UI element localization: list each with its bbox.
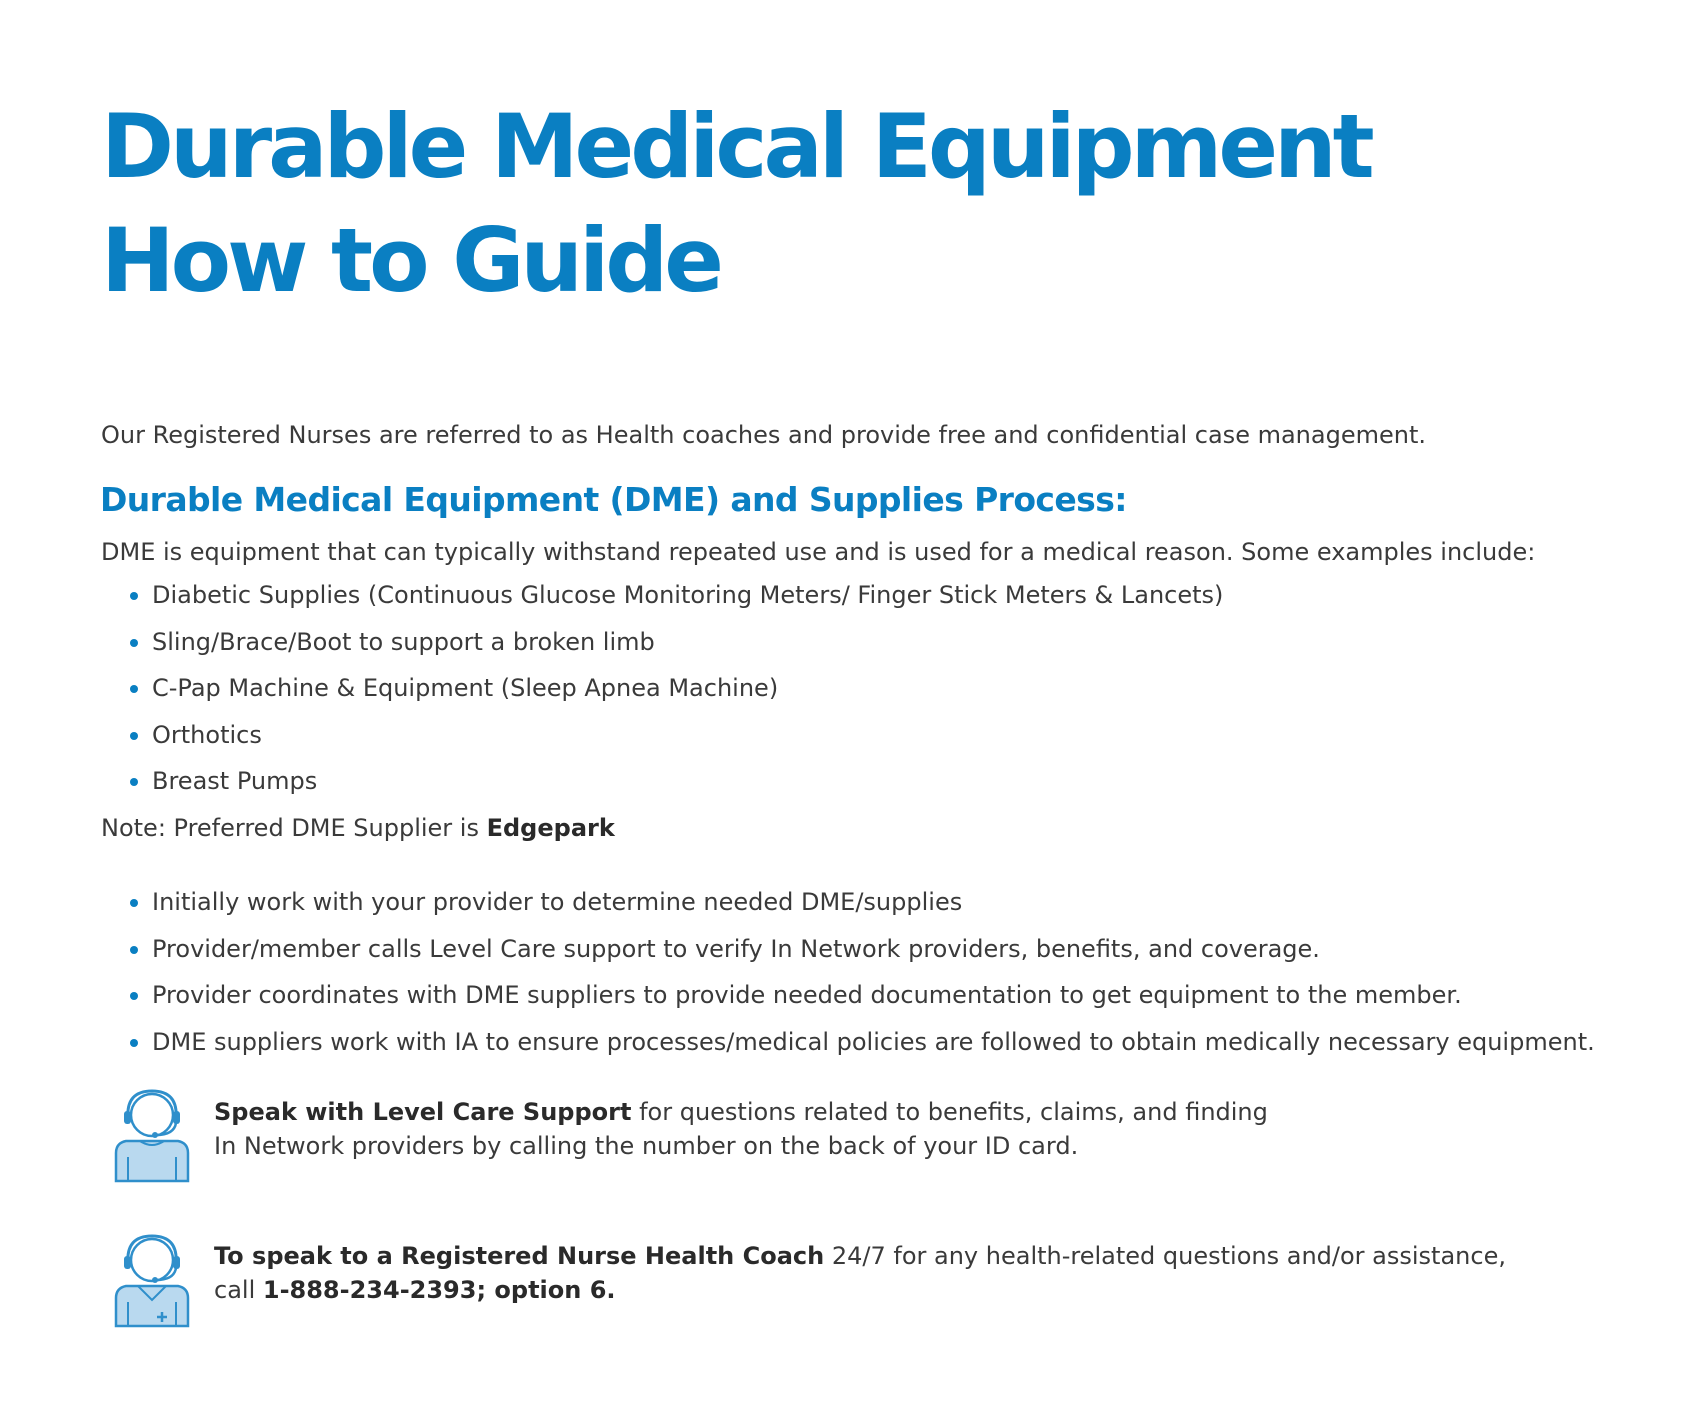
bullet-icon [130, 992, 138, 1000]
bullet-icon [130, 946, 138, 954]
page-title-line-1: Durable Medical Equipment [101, 95, 1371, 198]
bullet-icon [130, 592, 138, 600]
list-item: Orthotics [101, 720, 1223, 767]
list-item: Sling/Brace/Boot to support a broken limb [101, 627, 1223, 674]
section-heading: Durable Medical Equipment (DME) and Supplies Process: [100, 480, 1127, 519]
list-item: Breast Pumps [101, 766, 1223, 813]
list-item: C-Pap Machine & Equipment (Sleep Apnea Machine) [101, 673, 1223, 720]
contact-text-line-1: To speak to a Registered Nurse Health Coach 24/7 for any health-related questions and/or assistance, [214, 1242, 1506, 1270]
bullet-icon [130, 732, 138, 740]
dme-description: DME is equipment that can typically withstand repeated use and is used for a medical reason. Some examples include: [101, 538, 1536, 566]
page-title [101, 90, 1371, 318]
bullet-icon [130, 1039, 138, 1047]
supplier-name: Edgepark [486, 814, 615, 842]
list-item: Provider/member calls Level Care support to verify In Network providers, benefits, and coverage. [101, 934, 1595, 981]
list-item: Diabetic Supplies (Continuous Glucose Monitoring Meters/ Finger Stick Meters & Lancets) [101, 580, 1223, 627]
bullet-icon [130, 685, 138, 693]
contact-text-line-2: call 1-888-234-2393; option 6. [214, 1276, 616, 1304]
page-title-line-2: How to Guide [101, 209, 720, 312]
bullet-icon [130, 639, 138, 647]
examples-list [101, 580, 1223, 813]
bullet-icon [130, 899, 138, 907]
support-agent-icon [112, 1085, 192, 1185]
contact-text-line-1: Speak with Level Care Support for questions related to benefits, claims, and finding [214, 1098, 1268, 1126]
phone-number: 1-888-234-2393; option 6. [262, 1276, 616, 1304]
process-steps-list [101, 887, 1595, 1073]
list-item: Initially work with your provider to determine needed DME/supplies [101, 887, 1595, 934]
contact-text-line-2: In Network providers by calling the number on the back of your ID card. [214, 1132, 1079, 1160]
nurse-headset-icon [112, 1230, 192, 1330]
supplier-note: Note: Preferred DME Supplier is Edgepark [101, 814, 615, 842]
intro-paragraph: Our Registered Nurses are referred to as Health coaches and provide free and confidential case management. [101, 421, 1426, 449]
list-item: DME suppliers work with IA to ensure processes/medical policies are followed to obtain medically necessary equipment. [101, 1027, 1595, 1074]
list-item: Provider coordinates with DME suppliers to provide needed documentation to get equipment to the member. [101, 980, 1595, 1027]
bullet-icon [130, 778, 138, 786]
